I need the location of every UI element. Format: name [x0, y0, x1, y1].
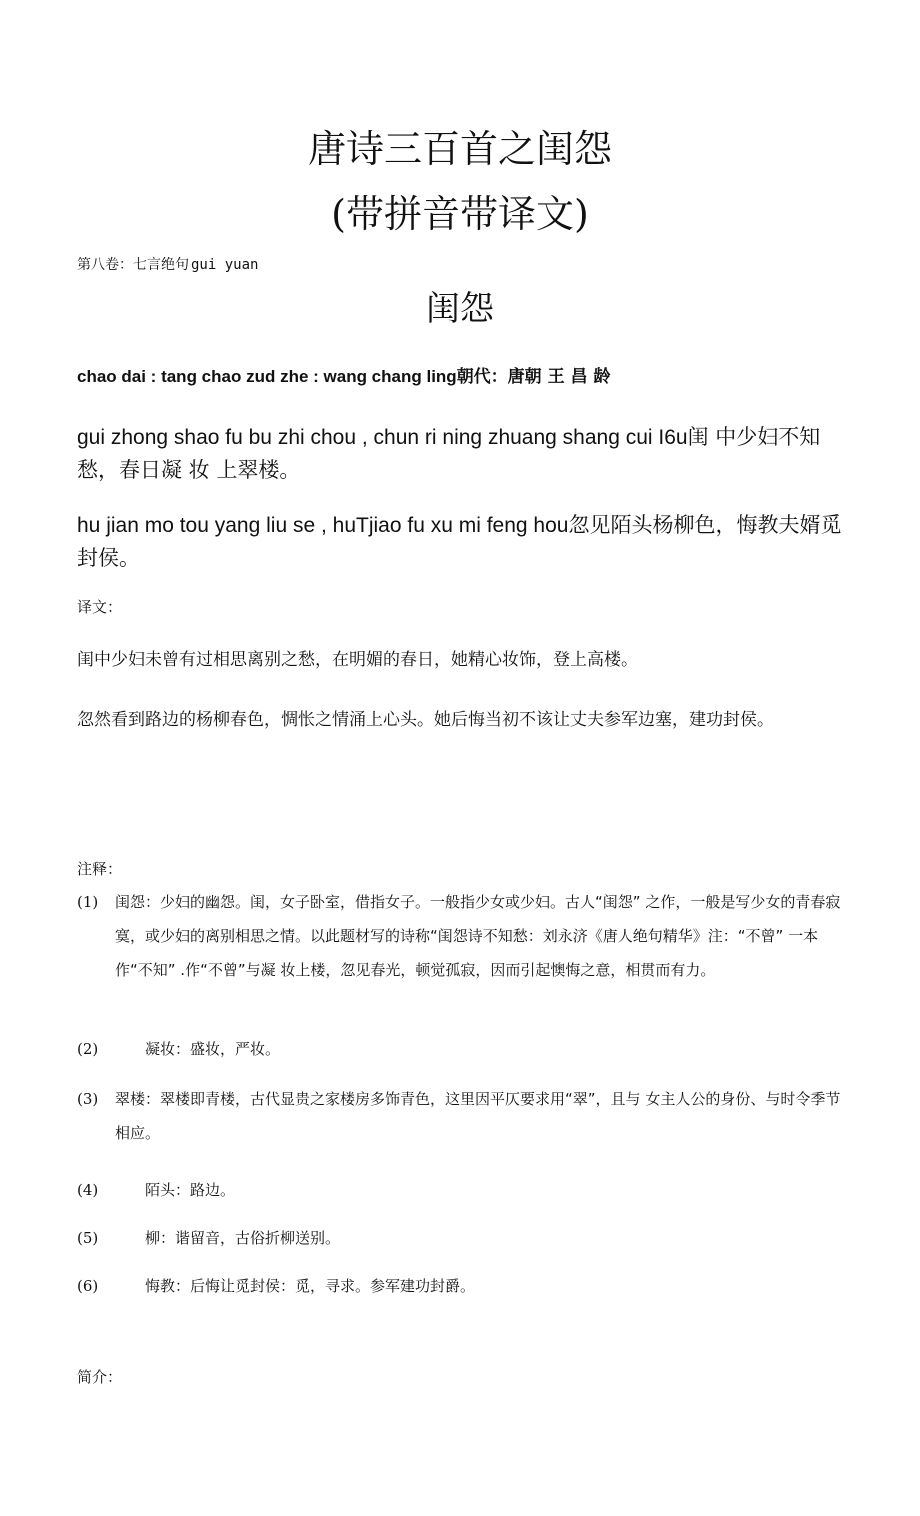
note-number: (4) — [77, 1181, 99, 1199]
author-chinese: 朝代：唐朝 王 昌 龄 — [456, 367, 611, 387]
verse-chinese: 闺 中少妇不知愁，春日凝 妆 上翠楼。 — [77, 425, 821, 482]
poem-title: 闺怨 — [426, 289, 494, 329]
note-text: 翠楼：翠楼即青楼，古代显贵之家楼房多饰青色，这里因平仄要求用“翠”，且与 女主人公的身份、与时令季节相应。 — [115, 1090, 841, 1142]
note-number: (6) — [77, 1277, 99, 1295]
verse-chinese: 忽见陌头杨柳色，悔教夫婿觅封侯。 — [77, 513, 842, 570]
volume-label: 第八卷：七言绝句 — [77, 257, 189, 273]
document-subtitle: (带拼音带译文) — [331, 192, 589, 236]
notes-label: 注释： — [77, 860, 123, 878]
note-text: 陌头：路边。 — [145, 1181, 236, 1199]
note-item — [77, 1082, 847, 1150]
note-number: (1) — [77, 893, 99, 911]
author-pinyin: chao dai : tang chao zud zhe : wang chang ling — [77, 367, 457, 386]
note-item — [77, 1032, 847, 1066]
translation-paragraph: 忽然看到路边的杨柳春色，惆怅之情涌上心头。她后悔当初不该让丈夫参军边塞，建功封侯。 — [77, 710, 774, 730]
verse-line — [77, 421, 847, 487]
note-item — [77, 1269, 847, 1303]
author-line — [77, 362, 610, 387]
note-text: 闺怨：少妇的幽怨。闺，女子卧室，借指女子。一般指少女或少妇。古人“闺怨” 之作，一般是写少女的青春寂寞，或少妇的离别相思之情。以此题材写的诗称“闺怨诗不知愁：刘永济《唐人绝句精华》注：“不曾” 一本作“不知” .作“不曾”与凝 妆上楼，忽见春光，顿觉孤寂，因而引起懊悔之意，相贯而有力。 — [115, 893, 841, 979]
verse-pinyin: gui zhong shao fu bu zhi chou , chun ri ning zhuang shang cui I6u — [77, 426, 688, 449]
translation-label: 译文： — [77, 598, 123, 616]
note-number: (2) — [77, 1040, 99, 1058]
volume-pinyin: gui yuan — [191, 257, 259, 273]
note-text: 凝妆：盛妆，严妆。 — [145, 1040, 281, 1058]
note-item — [77, 1173, 847, 1207]
note-item — [77, 1221, 847, 1255]
translation-paragraph: 闺中少妇未曾有过相思离别之愁，在明媚的春日，她精心妆饰，登上高楼。 — [77, 650, 638, 670]
note-text: 悔教：后悔让觅封侯：觅，寻求。参军建功封爵。 — [145, 1277, 476, 1295]
note-item — [77, 885, 847, 987]
document-title: 唐诗三百首之闺怨 — [307, 127, 612, 171]
note-text: 柳：谐留音，古俗折柳送别。 — [145, 1229, 341, 1247]
volume-line — [77, 254, 258, 274]
note-number: (5) — [77, 1229, 99, 1247]
verse-line — [77, 509, 847, 575]
verse-pinyin: hu jian mo tou yang liu se , huTjiao fu xu mi feng hou — [77, 514, 569, 537]
intro-label: 简介： — [77, 1368, 123, 1386]
note-number: (3) — [77, 1090, 99, 1108]
